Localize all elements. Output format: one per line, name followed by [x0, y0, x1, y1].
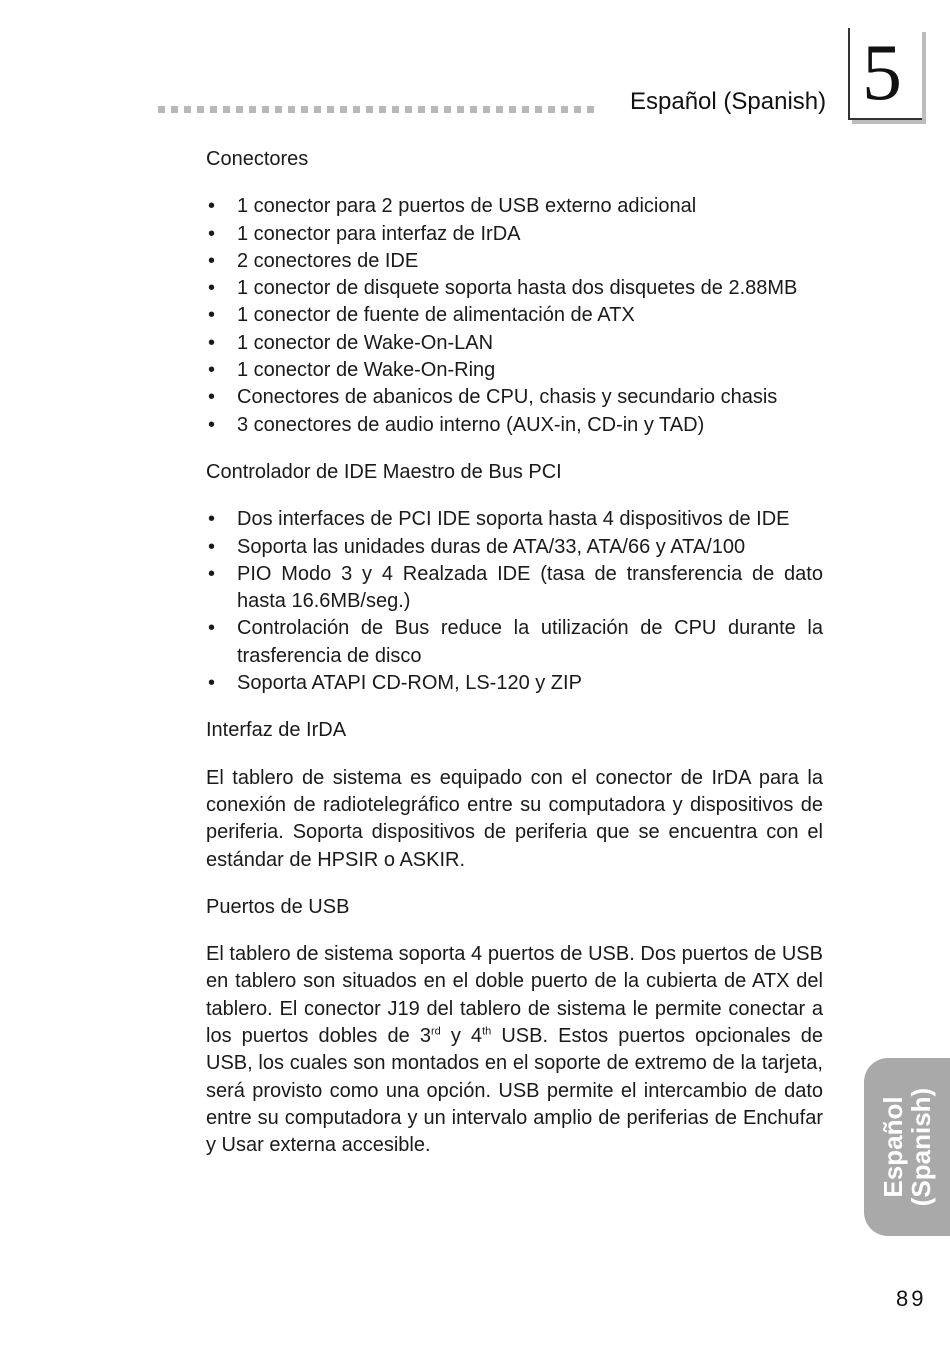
usb-paragraph-part3: USB. Estos puertos opcionales de USB, los cuales son montados en el soporte de extremo de la tarjeta, será provisto como una opción. USB permite el intercambio de dato entre su computadora y un intervalo amplio de periferias de Enchufar y Usar externa accesible.: [206, 1025, 823, 1157]
chapter-box: [848, 28, 922, 120]
header-title: Español (Spanish): [630, 88, 827, 115]
ordinal-suffix-th: th: [482, 1025, 492, 1038]
side-tab-label: [879, 1088, 935, 1206]
chapter-number: 5: [862, 29, 902, 117]
section-title-usb: Puertos de USB: [206, 895, 350, 918]
usb-paragraph-part1: El tablero de sistema soporta 4 puertos de USB. Dos puertos de USB en tablero son situados en el doble puerto de la cubierta de ATX del tablero. El conector J19 del tablero de sistema le permite conectar a los puertos dobles de 3: [206, 943, 823, 1048]
section-title-irda: Interfaz de IrDA: [206, 719, 347, 742]
list-item: • 1 conector de disquete soporta hasta dos disquetes de 2.88MB: [206, 275, 823, 302]
connectors-list: [206, 193, 823, 439]
header-decorative-dots: [158, 106, 594, 113]
list-item: • Dos interfaces de PCI IDE soporta hasta 4 dispositivos de IDE: [206, 506, 823, 533]
list-item: • 3 conectores de audio interno (AUX-in, CD-in y TAD): [206, 412, 823, 439]
list-item: • 1 conector de Wake-On-Ring: [206, 357, 823, 384]
list-item: • 1 conector de Wake-On-LAN: [206, 330, 823, 357]
list-item: • Soporta ATAPI CD-ROM, LS-120 y ZIP: [206, 670, 823, 697]
list-item: • 1 conector para interfaz de IrDA: [206, 221, 823, 248]
list-item: • Soporta las unidades duras de ATA/33, ATA/66 y ATA/100: [206, 534, 823, 561]
usb-paragraph: [206, 941, 823, 1159]
side-tab-line2: (Spanish): [906, 1087, 936, 1207]
language-side-tab: [864, 1058, 950, 1236]
list-item: • PIO Modo 3 y 4 Realzada IDE (tasa de transferencia de dato hasta 16.6MB/seg.): [206, 561, 823, 616]
section-title-ide: Controlador de IDE Maestro de Bus PCI: [206, 460, 562, 483]
list-item: • Controlación de Bus reduce la utilización de CPU durante la trasferencia de disco: [206, 615, 823, 670]
list-item: • 1 conector de fuente de alimentación de ATX: [206, 302, 823, 329]
ordinal-suffix-rd: rd: [430, 1025, 441, 1038]
ide-list: [206, 506, 823, 697]
list-item: • Conectores de abanicos de CPU, chasis y secundario chasis: [206, 384, 823, 411]
list-item: • 1 conector para 2 puertos de USB externo adicional: [206, 193, 823, 220]
side-tab-line1: Español: [878, 1096, 908, 1198]
irda-paragraph: El tablero de sistema es equipado con el conector de IrDA para la conexión de radiotelegráfico entre su computadora y dispositivos de periferia. Soporta dispositivos de periferia que se encuentra con el estándar de HPSIR o ASKIR.: [206, 766, 823, 871]
section-title-connectors: Conectores: [206, 148, 309, 170]
usb-paragraph-part2: y 4: [440, 1025, 483, 1048]
page-number: 89: [896, 1286, 927, 1311]
list-item: • 2 conectores de IDE: [206, 248, 823, 275]
page-content: [206, 146, 823, 1180]
